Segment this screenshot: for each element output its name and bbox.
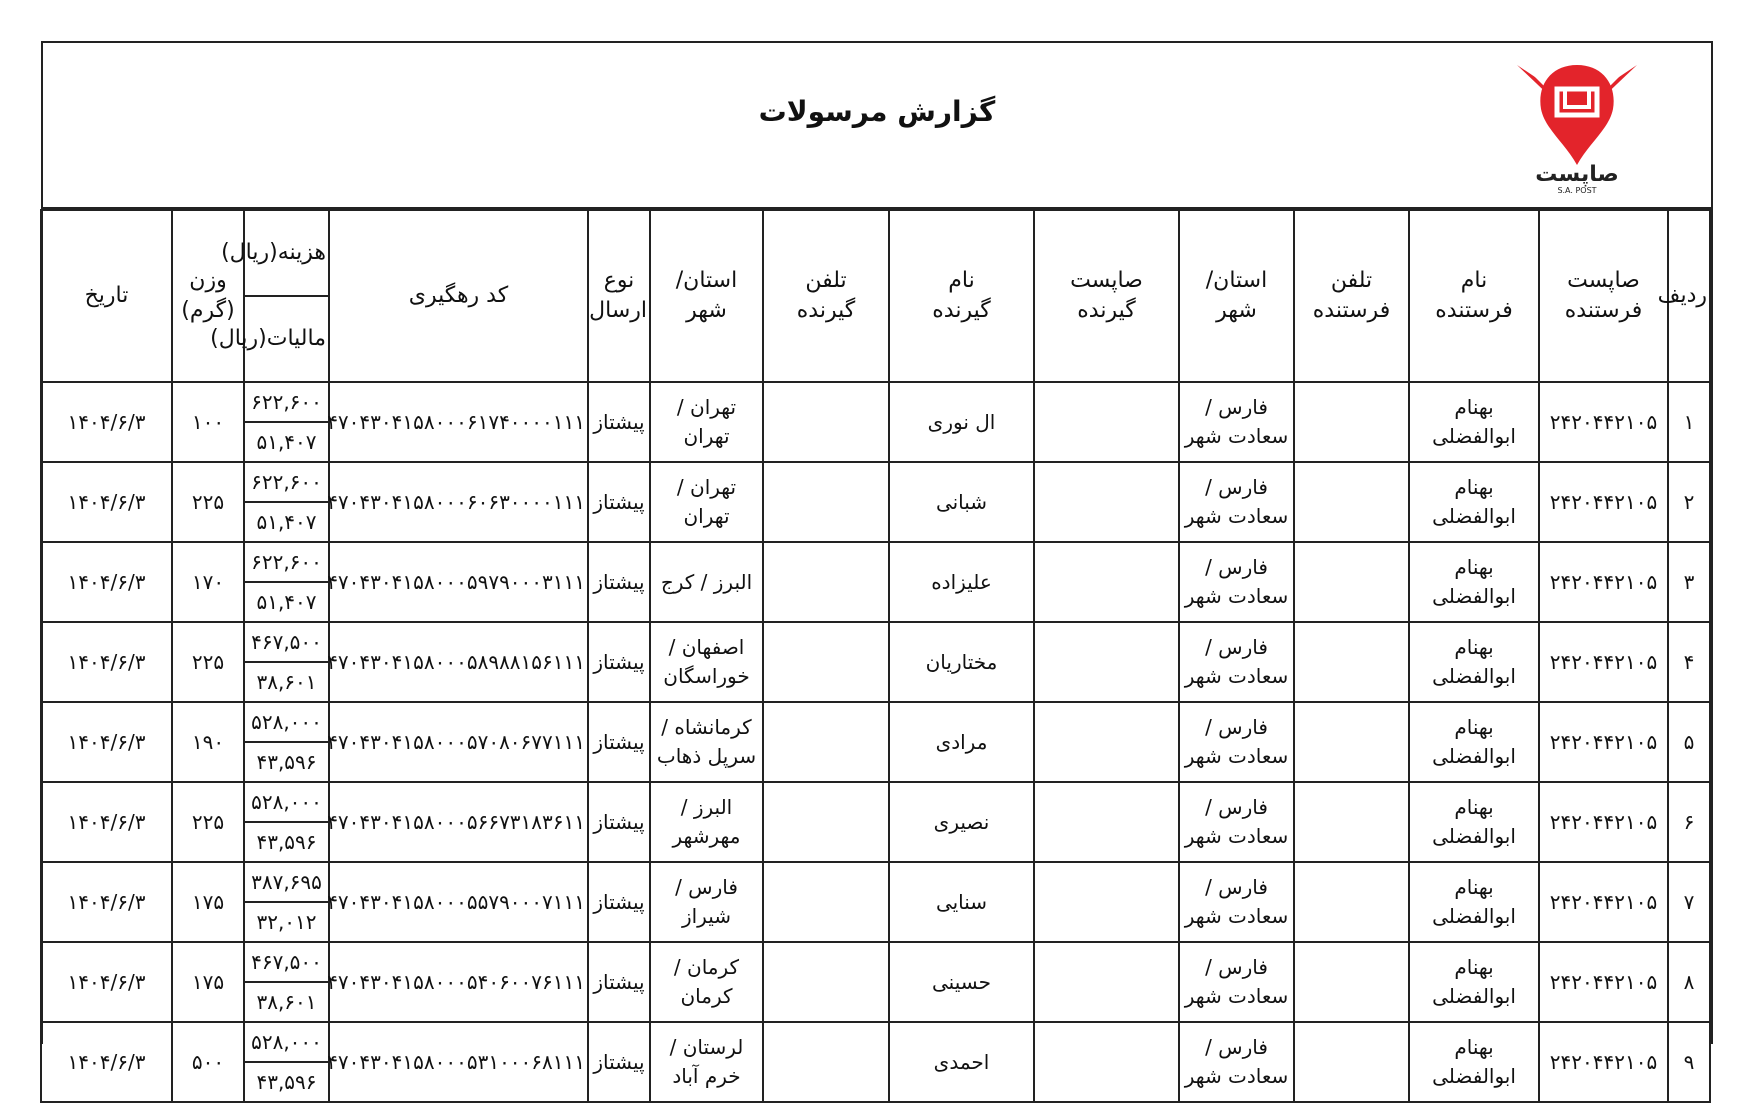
receiver-name: مرادی: [889, 702, 1034, 782]
sender-city: فارس / سعادت شهر: [1179, 942, 1294, 1022]
table-row: [41, 862, 1710, 902]
tax-value: ۵۱,۴۰۷: [244, 582, 329, 622]
sender-name: بهنام ابوالفضلی: [1409, 942, 1539, 1022]
sender-sapost: ۲۴۲۰۴۴۲۱۰۵: [1539, 942, 1668, 1022]
cost-value: ۶۲۲,۶۰۰: [244, 462, 329, 502]
sender-city: فارس / سعادت شهر: [1179, 382, 1294, 462]
col-sender-sapost: صاپست فرستنده: [1539, 210, 1668, 382]
receiver-phone: [763, 782, 889, 862]
cost-value: ۵۲۸,۰۰۰: [244, 782, 329, 822]
sender-name: بهنام ابوالفضلی: [1409, 1022, 1539, 1102]
col-send-type: نوع ارسال: [588, 210, 650, 382]
date-value: ۱۴۰۴/۶/۳: [41, 782, 172, 862]
date-value: ۱۴۰۴/۶/۳: [41, 622, 172, 702]
report-header: [43, 43, 1711, 209]
sender-name: بهنام ابوالفضلی: [1409, 862, 1539, 942]
sender-city: فارس / سعادت شهر: [1179, 542, 1294, 622]
col-tracking: کد رهگیری: [329, 210, 588, 382]
sender-sapost: ۲۴۲۰۴۴۲۱۰۵: [1539, 1022, 1668, 1102]
tax-value: ۵۱,۴۰۷: [244, 502, 329, 542]
tracking-code: ۴۷۰۴۳۰۴۱۵۸۰۰۰۵۴۰۶۰۰۷۶۱۱۱: [329, 942, 588, 1022]
sender-phone: [1294, 462, 1409, 542]
row-number: ۵: [1668, 702, 1710, 782]
weight-value: ۱۰۰: [172, 382, 244, 462]
send-type: پیشتاز: [588, 942, 650, 1022]
table-header-row: [41, 210, 1710, 296]
receiver-phone: [763, 702, 889, 782]
table-row: [41, 782, 1710, 822]
sender-sapost: ۲۴۲۰۴۴۲۱۰۵: [1539, 622, 1668, 702]
sender-city: فارس / سعادت شهر: [1179, 622, 1294, 702]
tracking-code: ۴۷۰۴۳۰۴۱۵۸۰۰۰۵۷۰۸۰۶۷۷۱۱۱: [329, 702, 588, 782]
receiver-city: کرمان / کرمان: [650, 942, 763, 1022]
receiver-sapost: [1034, 782, 1179, 862]
col-sender-phone: تلفن فرستنده: [1294, 210, 1409, 382]
sender-phone: [1294, 542, 1409, 622]
send-type: پیشتاز: [588, 1022, 650, 1102]
receiver-name: احمدی: [889, 1022, 1034, 1102]
date-value: ۱۴۰۴/۶/۳: [41, 702, 172, 782]
send-type: پیشتاز: [588, 382, 650, 462]
tracking-code: ۴۷۰۴۳۰۴۱۵۸۰۰۰۶۰۶۳۰۰۰۰۱۱۱: [329, 462, 588, 542]
weight-value: ۲۲۵: [172, 622, 244, 702]
logo-brand-text: صاپست: [1535, 162, 1619, 187]
sender-phone: [1294, 782, 1409, 862]
logo-sub-text: S.A. POST: [1557, 186, 1597, 195]
row-number: ۲: [1668, 462, 1710, 542]
tracking-code: ۴۷۰۴۳۰۴۱۵۸۰۰۰۵۹۷۹۰۰۰۳۱۱۱: [329, 542, 588, 622]
send-type: پیشتاز: [588, 702, 650, 782]
row-number: ۳: [1668, 542, 1710, 622]
receiver-name: مختاریان: [889, 622, 1034, 702]
row-number: ۶: [1668, 782, 1710, 862]
table-row: [41, 542, 1710, 582]
receiver-phone: [763, 382, 889, 462]
sender-phone: [1294, 942, 1409, 1022]
col-weight: وزن (گرم): [172, 210, 244, 382]
sender-sapost: ۲۴۲۰۴۴۲۱۰۵: [1539, 542, 1668, 622]
date-value: ۱۴۰۴/۶/۳: [41, 382, 172, 462]
col-receiver-name: نام گیرنده: [889, 210, 1034, 382]
sender-city: فارس / سعادت شهر: [1179, 782, 1294, 862]
weight-value: ۲۲۵: [172, 462, 244, 542]
send-type: پیشتاز: [588, 622, 650, 702]
sender-sapost: ۲۴۲۰۴۴۲۱۰۵: [1539, 462, 1668, 542]
table-row: [41, 942, 1710, 982]
receiver-sapost: [1034, 942, 1179, 1022]
receiver-phone: [763, 622, 889, 702]
receiver-sapost: [1034, 1022, 1179, 1102]
weight-value: ۱۷۵: [172, 942, 244, 1022]
tax-value: ۳۲,۰۱۲: [244, 902, 329, 942]
table-body: [41, 382, 1710, 1102]
receiver-name: شبانی: [889, 462, 1034, 542]
send-type: پیشتاز: [588, 542, 650, 622]
table-row: [41, 622, 1710, 662]
receiver-sapost: [1034, 702, 1179, 782]
row-number: ۱: [1668, 382, 1710, 462]
page-title: گزارش مرسولات: [758, 95, 996, 128]
sender-phone: [1294, 382, 1409, 462]
cost-value: ۶۲۲,۶۰۰: [244, 382, 329, 422]
sender-name: بهنام ابوالفضلی: [1409, 382, 1539, 462]
sender-city: فارس / سعادت شهر: [1179, 862, 1294, 942]
receiver-phone: [763, 1022, 889, 1102]
cost-value: ۶۲۲,۶۰۰: [244, 542, 329, 582]
receiver-name: نصیری: [889, 782, 1034, 862]
date-value: ۱۴۰۴/۶/۳: [41, 1022, 172, 1102]
sender-sapost: ۲۴۲۰۴۴۲۱۰۵: [1539, 702, 1668, 782]
col-receiver-sapost: صاپست گیرنده: [1034, 210, 1179, 382]
receiver-sapost: [1034, 462, 1179, 542]
receiver-city: البرز / کرج: [650, 542, 763, 622]
tax-value: ۳۸,۶۰۱: [244, 662, 329, 702]
receiver-sapost: [1034, 542, 1179, 622]
receiver-sapost: [1034, 862, 1179, 942]
col-cost: هزینه(ریال): [244, 210, 329, 296]
col-receiver-city: استان/ شهر: [650, 210, 763, 382]
receiver-phone: [763, 542, 889, 622]
table-row: [41, 462, 1710, 502]
col-date: تاریخ: [41, 210, 172, 382]
tax-value: ۵۱,۴۰۷: [244, 422, 329, 462]
tax-value: ۴۳,۵۹۶: [244, 1062, 329, 1102]
cost-value: ۳۸۷,۶۹۵: [244, 862, 329, 902]
receiver-city: فارس / شیراز: [650, 862, 763, 942]
col-receiver-phone: تلفن گیرنده: [763, 210, 889, 382]
table-row: [41, 702, 1710, 742]
receiver-phone: [763, 942, 889, 1022]
date-value: ۱۴۰۴/۶/۳: [41, 942, 172, 1022]
row-number: ۴: [1668, 622, 1710, 702]
sender-phone: [1294, 622, 1409, 702]
cost-value: ۴۶۷,۵۰۰: [244, 942, 329, 982]
receiver-name: علیزاده: [889, 542, 1034, 622]
receiver-name: سنایی: [889, 862, 1034, 942]
table-row: [41, 382, 1710, 422]
tracking-code: ۴۷۰۴۳۰۴۱۵۸۰۰۰۶۱۷۴۰۰۰۰۱۱۱: [329, 382, 588, 462]
receiver-city: لرستان / خرم آباد: [650, 1022, 763, 1102]
sender-sapost: ۲۴۲۰۴۴۲۱۰۵: [1539, 382, 1668, 462]
send-type: پیشتاز: [588, 462, 650, 542]
tax-value: ۳۸,۶۰۱: [244, 982, 329, 1022]
table-row: [41, 1022, 1710, 1062]
weight-value: ۱۷۰: [172, 542, 244, 622]
receiver-city: تهران / تهران: [650, 462, 763, 542]
weight-value: ۲۲۵: [172, 782, 244, 862]
receiver-city: تهران / تهران: [650, 382, 763, 462]
tracking-code: ۴۷۰۴۳۰۴۱۵۸۰۰۰۵۵۷۹۰۰۰۷۱۱۱: [329, 862, 588, 942]
send-type: پیشتاز: [588, 862, 650, 942]
date-value: ۱۴۰۴/۶/۳: [41, 542, 172, 622]
sender-name: بهنام ابوالفضلی: [1409, 702, 1539, 782]
row-number: ۷: [1668, 862, 1710, 942]
row-number: ۸: [1668, 942, 1710, 1022]
shipments-table: [40, 209, 1711, 1103]
sender-name: بهنام ابوالفضلی: [1409, 782, 1539, 862]
date-value: ۱۴۰۴/۶/۳: [41, 862, 172, 942]
receiver-city: البرز / مهرشهر: [650, 782, 763, 862]
cost-value: ۴۶۷,۵۰۰: [244, 622, 329, 662]
sender-city: فارس / سعادت شهر: [1179, 1022, 1294, 1102]
sender-city: فارس / سعادت شهر: [1179, 462, 1294, 542]
receiver-phone: [763, 462, 889, 542]
tracking-code: ۴۷۰۴۳۰۴۱۵۸۰۰۰۵۸۹۸۸۱۵۶۱۱۱: [329, 622, 588, 702]
weight-value: ۵۰۰: [172, 1022, 244, 1102]
receiver-name: ال نوری: [889, 382, 1034, 462]
sender-name: بهنام ابوالفضلی: [1409, 462, 1539, 542]
sender-name: بهنام ابوالفضلی: [1409, 622, 1539, 702]
receiver-phone: [763, 862, 889, 942]
receiver-sapost: [1034, 622, 1179, 702]
receiver-city: اصفهان / خوراسگان: [650, 622, 763, 702]
sender-phone: [1294, 702, 1409, 782]
tracking-code: ۴۷۰۴۳۰۴۱۵۸۰۰۰۵۳۱۰۰۰۶۸۱۱۱: [329, 1022, 588, 1102]
col-sender-city: استان/ شهر: [1179, 210, 1294, 382]
col-sender-name: نام فرستنده: [1409, 210, 1539, 382]
receiver-name: حسینی: [889, 942, 1034, 1022]
sender-sapost: ۲۴۲۰۴۴۲۱۰۵: [1539, 782, 1668, 862]
cost-value: ۵۲۸,۰۰۰: [244, 702, 329, 742]
sender-city: فارس / سعادت شهر: [1179, 702, 1294, 782]
weight-value: ۱۹۰: [172, 702, 244, 782]
row-number: ۹: [1668, 1022, 1710, 1102]
receiver-sapost: [1034, 382, 1179, 462]
send-type: پیشتاز: [588, 782, 650, 862]
tracking-code: ۴۷۰۴۳۰۴۱۵۸۰۰۰۵۶۶۷۳۱۸۳۶۱۱: [329, 782, 588, 862]
tax-value: ۴۳,۵۹۶: [244, 742, 329, 782]
cost-value: ۵۲۸,۰۰۰: [244, 1022, 329, 1062]
tax-value: ۴۳,۵۹۶: [244, 822, 329, 862]
sender-name: بهنام ابوالفضلی: [1409, 542, 1539, 622]
receiver-city: کرمانشاه / سرپل ذهاب: [650, 702, 763, 782]
col-row: ردیف: [1668, 210, 1710, 382]
date-value: ۱۴۰۴/۶/۳: [41, 462, 172, 542]
sender-sapost: ۲۴۲۰۴۴۲۱۰۵: [1539, 862, 1668, 942]
report-page: [41, 41, 1713, 1094]
weight-value: ۱۷۵: [172, 862, 244, 942]
col-tax: مالیات(ریال): [244, 296, 329, 382]
sender-phone: [1294, 1022, 1409, 1102]
sender-phone: [1294, 862, 1409, 942]
